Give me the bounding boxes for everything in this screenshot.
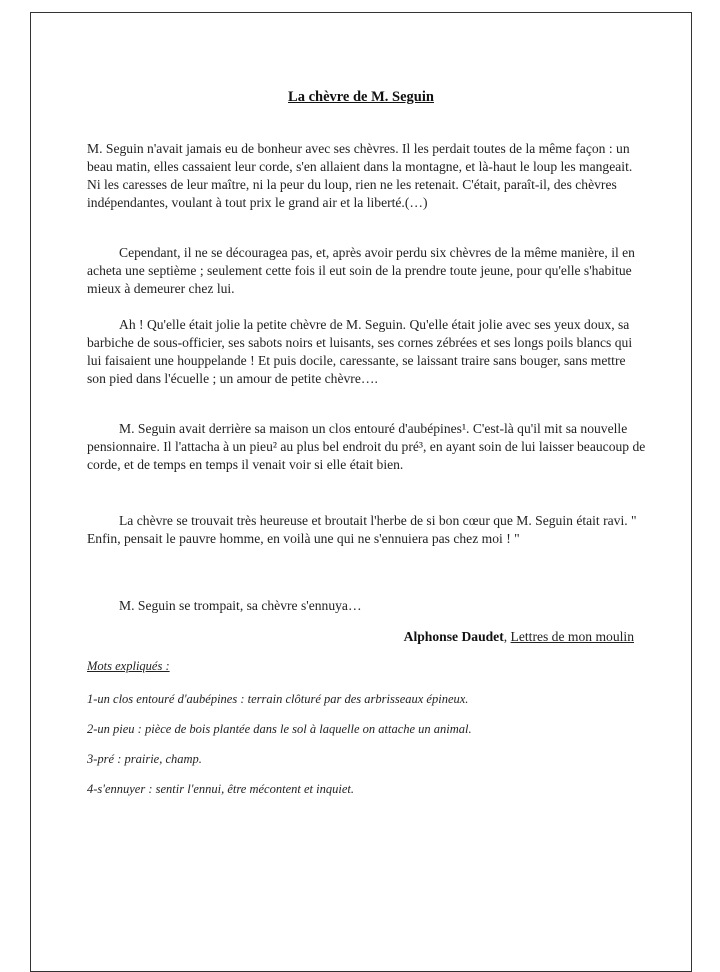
work-title: Lettres de mon moulin (510, 629, 634, 644)
paragraph-4: M. Seguin avait derrière sa maison un clos entouré d'aubépines¹. C'est-là qu'il mit sa nouvelle pensionnaire. Il l'attacha à un pieu² au plus bel endroit du pré³, en ayant soin de lui laisser beaucoup de corde, et de temps en temps il venait voir si elle était bien. (87, 421, 646, 472)
page-title: La chèvre de M. Seguin (288, 89, 434, 105)
document-page (30, 12, 692, 972)
paragraph-6: M. Seguin se trompait, sa chèvre s'ennuya… (119, 598, 362, 613)
signature (404, 628, 634, 646)
glossary-item-1: 1-un clos entouré d'aubépines : terrain clôturé par des arbrisseaux épineux. (87, 692, 469, 706)
glossary-item-3: 3-pré : prairie, champ. (87, 752, 202, 766)
author-name: Alphonse Daudet (403, 629, 504, 644)
glossary-heading: Mots expliqués : (87, 659, 170, 673)
glossary-item-2: 2-un pieu : pièce de bois plantée dans le sol à laquelle on attache un animal. (87, 722, 472, 736)
paragraph-1: M. Seguin n'avait jamais eu de bonheur avec ses chèvres. Il les perdait toutes de la même façon : un beau matin, elles cassaient leur corde, s'en allaient dans la montagne, et là-haut le loup les mangeait. Ni les caresses de leur maître, ni la peur du loup, rien ne les retenait. C'était, paraît-il, des chèvres indépendantes, voulant à tout prix le grand air et la liberté.(…) (87, 141, 633, 210)
signature-separator: , (503, 629, 511, 644)
glossary-item-4: 4-s'ennuyer : sentir l'ennui, être mécontent et inquiet. (87, 782, 354, 796)
paragraph-2: Cependant, il ne se découragea pas, et, après avoir perdu six chèvres de la même manière, il en acheta une septième ; seulement cette fois il eut soin de la prendre toute jeune, pour qu'elle s'habitue mieux à demeurer chez lui. (87, 245, 635, 296)
paragraph-3: Ah ! Qu'elle était jolie la petite chèvre de M. Seguin. Qu'elle était jolie avec ses yeux doux, sa barbiche de sous-officier, ses sabots noirs et luisants, ses cornes zébrées et ses longs poils blancs qui lui faisaient une houppelande ! Et puis docile, caressante, se laissant traire sans bouger, sans mettre son pied dans l'écuelle ; un amour de petite chèvre…. (87, 317, 633, 386)
paragraph-5: La chèvre se trouvait très heureuse et broutait l'herbe de si bon cœur que M. Seguin était ravi. " Enfin, pensait le pauvre homme, en voilà une qui ne s'ennuiera pas chez moi ! " (87, 513, 637, 546)
